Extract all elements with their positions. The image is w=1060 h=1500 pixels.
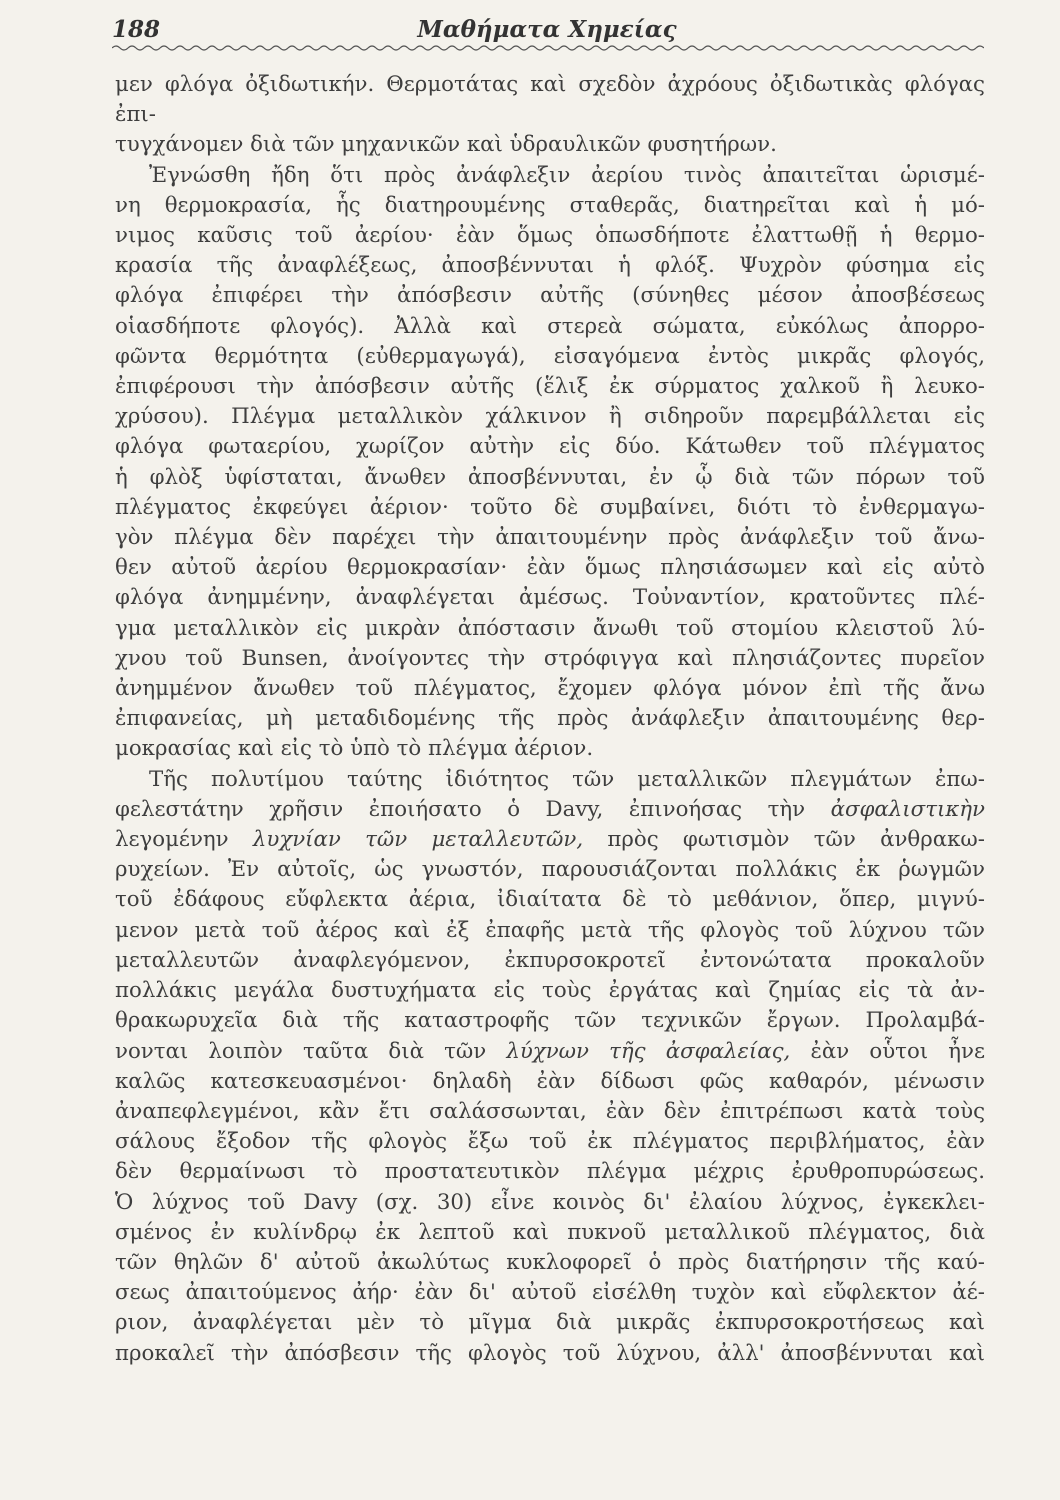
text-line: ἐπιφέρουσι τὴν ἀπόσβεσιν αὐτῆς (ἕλιξ ἐκ σύρματος χαλκοῦ ἢ λευκο- [115, 374, 985, 400]
text-line: λεγομένην λυχνίαν τῶν μεταλλευτῶν, πρὸς φωτισμὸν τῶν ἀνθρακω- [115, 827, 985, 853]
text-line: ἡ φλὸξ ὑφίσταται, ἄνωθεν ἀποσβέννυται, ἐν ᾧ διὰ τῶν πόρων τοῦ [115, 464, 985, 490]
text-line: μενον μετὰ τοῦ ἀέρος καὶ ἐξ ἐπαφῆς μετὰ τῆς φλογὸς τοῦ λύχνου τῶν [115, 917, 985, 943]
text-line: φλόγα ἀνημμένην, ἀναφλέγεται ἀμέσως. Τοὐναντίον, κρατοῦντες πλέ- [115, 585, 985, 611]
text-line: νη θερμοκρασία, ἧς διατηρουμένης σταθερᾶς, διατηρεῖται καὶ ἡ μό- [115, 192, 985, 218]
text-line: φλόγα φωταερίου, χωρίζον αὐτὴν εἰς δύο. Κάτωθεν τοῦ πλέγματος [115, 434, 985, 460]
text-line: φῶντα θερμότητα (εὐθερμαγωγά), εἰσαγόμενα ἐντὸς μικρᾶς φλογός, [115, 343, 985, 369]
text-line: Τῆς πολυτίμου ταύτης ἰδιότητος τῶν μεταλλικῶν πλεγμάτων ἐπω- [149, 766, 985, 792]
text-line: γὸν πλέγμα δὲν παρέχει τὴν ἀπαιτουμένην πρὸς ἀνάφλεξιν τοῦ ἄνω- [115, 525, 985, 551]
text-line: τῶν θηλῶν δ' αὐτοῦ ἀκωλύτως κυκλοφορεῖ ὁ πρὸς διατήρησιν τῆς καύ- [115, 1249, 985, 1275]
text-line: ριον, ἀναφλέγεται μὲν τὸ μῖγμα διὰ μικρᾶς ἐκπυρσοκροτήσεως καὶ [115, 1310, 985, 1336]
text-line: φλόγα ἐπιφέρει τὴν ἀπόσβεσιν αὐτῆς (σύνηθες μέσον ἀποσβέσεως [115, 283, 985, 309]
text-line: πλέγματος ἐκφεύγει ἀέριον· τοῦτο δὲ συμβαίνει, διότι τὸ ἐνθερμαγω- [115, 494, 985, 520]
text-line: μοκρασίας καὶ εἰς τὸ ὑπὸ τὸ πλέγμα ἀέριον. [115, 736, 594, 762]
body-text [115, 70, 985, 1369]
running-title: Μαθήματα Χημείας [417, 16, 677, 43]
text-line: τοῦ ἐδάφους εὔφλεκτα ἀέρια, ἰδιαίτατα δὲ τὸ μεθάνιον, ὅπερ, μιγνύ- [115, 887, 985, 913]
text-line: πολλάκις μεγάλα δυστυχήματα εἰς τοὺς ἐργάτας καὶ ζημίας εἰς τὰ ἀν- [115, 978, 985, 1004]
text-line: οἱασδήποτε φλογός). Ἀλλὰ καὶ στερεὰ σώματα, εὐκόλως ἀπορρο- [115, 313, 985, 339]
text-line: φελεστάτην χρῆσιν ἐποιήσατο ὁ Davy, ἐπινοήσας τὴν ἀσφαλιστικὴν [115, 796, 985, 822]
text-line: ρυχείων. Ἐν αὐτοῖς, ὡς γνωστόν, παρουσιάζονται πολλάκις ἐκ ῥωγμῶν [115, 857, 985, 883]
text-line: νονται λοιπὸν ταῦτα διὰ τῶν λύχνων τῆς ἀσφαλείας, ἐὰν οὗτοι ἦνε [115, 1038, 986, 1064]
text-line: σάλους ἔξοδον τῆς φλογὸς ἔξω τοῦ ἐκ πλέγματος περιβλήματος, ἐὰν [115, 1129, 985, 1155]
decorative-wavy-rule [112, 42, 984, 54]
text-line: τυγχάνομεν διὰ τῶν μηχανικῶν καὶ ὑδραυλικῶν φυσητήρων. [115, 132, 777, 158]
text-line: σμένος ἐν κυλίνδρῳ ἐκ λεπτοῦ καὶ πυκνοῦ μεταλλικοῦ πλέγματος, διὰ [115, 1219, 985, 1245]
text-line: προκαλεῖ τὴν ἀπόσβεσιν τῆς φλογὸς τοῦ λύχνου, ἀλλ' ἀποσβέννυται καὶ [115, 1340, 985, 1366]
text-line: ἀνημμένον ἄνωθεν τοῦ πλέγματος, ἔχομεν φλόγα μόνον ἐπὶ τῆς ἄνω [115, 676, 985, 702]
text-line: κρασία τῆς ἀναφλέξεως, ἀποσβέννυται ἡ φλόξ. Ψυχρὸν φύσημα εἰς [115, 253, 985, 279]
text-line: δὲν θερμαίνωσι τὸ προστατευτικὸν πλέγμα μέχρις ἐρυθροπυρώσεως. [115, 1159, 985, 1185]
text-line: μεταλλευτῶν ἀναφλεγόμενον, ἐκπυρσοκροτεῖ ἐντονώτατα προκαλοῦν [115, 947, 985, 973]
text-line: χρύσου). Πλέγμα μεταλλικὸν χάλκινον ἢ σιδηροῦν παρεμβάλλεται εἰς [115, 404, 985, 430]
text-line: θεν αὐτοῦ ἀερίου θερμοκρασίαν· ἐὰν ὅμως πλησιάσωμεν καὶ εἰς αὐτὸ [115, 555, 985, 581]
page-number: 188 [112, 16, 161, 43]
text-line: θρακωρυχεῖα διὰ τῆς καταστροφῆς τῶν τεχνικῶν ἔργων. Προλαμβά- [115, 1008, 985, 1034]
text-line: καλῶς κατεσκευασμένοι· δηλαδὴ ἐὰν δίδωσι φῶς καθαρόν, μένωσιν [115, 1068, 985, 1094]
text-line: μεν φλόγα ὀξιδωτικήν. Θερμοτάτας καὶ σχεδὸν ἀχρόους ὀξιδωτικὰς φλόγας ἐπι- [115, 72, 985, 128]
text-line: Ὁ λύχνος τοῦ Davy (σχ. 30) εἶνε κοινὸς δι' ἐλαίου λύχνος, ἐγκεκλει- [115, 1189, 985, 1215]
text-line: νιμος καῦσις τοῦ ἀερίου· ἐὰν ὅμως ὁπωσδήποτε ἐλαττωθῇ ἡ θερμο- [115, 223, 985, 249]
text-line: σεως ἀπαιτούμενος ἀήρ· ἐὰν δι' αὐτοῦ εἰσέλθη τυχὸν καὶ εὔφλεκτον ἀέ- [115, 1280, 985, 1306]
text-line: Ἐγνώσθη ἤδη ὅτι πρὸς ἀνάφλεξιν ἀερίου τινὸς ἀπαιτεῖται ὡρισμέ- [149, 162, 985, 188]
text-line: γμα μεταλλικὸν εἰς μικρὰν ἀπόστασιν ἄνωθι τοῦ στομίου κλειστοῦ λύ- [115, 615, 985, 641]
text-line: ἀναπεφλεγμένοι, κἂν ἔτι σαλάσσωνται, ἐὰν δὲν ἐπιτρέπωσι κατὰ τοὺς [115, 1098, 985, 1124]
text-line: ἐπιφανείας, μὴ μεταδιδομένης τῆς πρὸς ἀνάφλεξιν ἀπαιτουμένης θερ- [115, 706, 985, 732]
page-header [112, 12, 982, 44]
text-line: χνου τοῦ Bunsen, ἀνοίγοντες τὴν στρόφιγγα καὶ πλησιάζοντες πυρεῖον [115, 645, 985, 671]
